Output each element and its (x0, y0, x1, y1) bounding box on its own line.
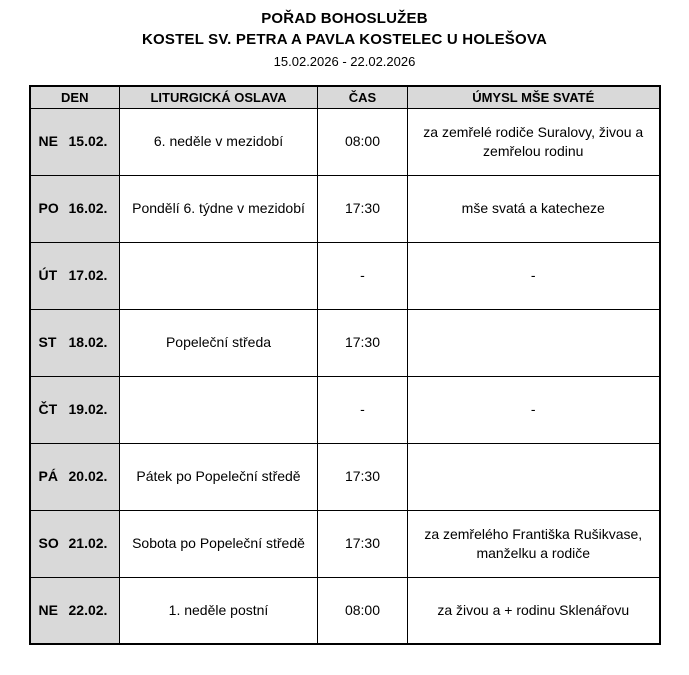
celebration-cell: 1. neděle postní (120, 577, 318, 644)
intention-cell: za zemřelé rodiče Suralovy, živou a zemřelou rodinu (408, 108, 660, 175)
time-cell: 17:30 (318, 175, 408, 242)
day-abbreviation: NE (38, 601, 58, 618)
date-range: 15.02.2026 - 22.02.2026 (273, 54, 416, 69)
celebration-cell: Pátek po Popeleční středě (120, 443, 318, 510)
day-date: 20.02. (68, 468, 108, 485)
day-cell (30, 443, 120, 510)
time-cell: - (318, 242, 408, 309)
column-header-celebration: LITURGICKÁ OSLAVA (120, 86, 318, 108)
time-cell: 17:30 (318, 309, 408, 376)
day-date: 15.02. (68, 133, 108, 150)
table-row (30, 443, 660, 510)
day-cell (30, 376, 120, 443)
day-cell (30, 108, 120, 175)
intention-cell: - (408, 242, 660, 309)
church-name: KOSTEL SV. PETRA A PAVLA KOSTELEC U HOLEŠOVA (142, 31, 547, 48)
day-date: 17.02. (68, 267, 108, 284)
day-cell (30, 309, 120, 376)
column-header-day: DEN (30, 86, 120, 108)
time-cell: 08:00 (318, 577, 408, 644)
intention-cell: za živou a + rodinu Sklenářovu (408, 577, 660, 644)
celebration-cell (120, 242, 318, 309)
day-cell (30, 175, 120, 242)
day-cell (30, 242, 120, 309)
day-abbreviation: ČT (38, 401, 58, 418)
day-abbreviation: NE (38, 133, 58, 150)
day-cell (30, 577, 120, 644)
day-abbreviation: PO (38, 200, 59, 217)
table-row (30, 175, 660, 242)
table-row (30, 309, 660, 376)
header-row (30, 86, 660, 108)
time-cell: 08:00 (318, 108, 408, 175)
intention-cell: mše svatá a katecheze (408, 175, 660, 242)
day-abbreviation: ÚT (38, 267, 58, 284)
day-cell (30, 510, 120, 577)
column-header-time: ČAS (318, 86, 408, 108)
celebration-cell (120, 376, 318, 443)
day-date: 22.02. (68, 601, 108, 618)
celebration-cell: Popeleční středa (120, 309, 318, 376)
day-abbreviation: PÁ (38, 468, 58, 485)
intention-cell: za zemřelého Františka Rušikvase, manželku a rodiče (408, 510, 660, 577)
day-abbreviation: ST (38, 334, 57, 351)
celebration-cell: Sobota po Popeleční středě (120, 510, 318, 577)
intention-cell (408, 443, 660, 510)
celebration-cell: Pondělí 6. týdne v mezidobí (120, 175, 318, 242)
table-row (30, 242, 660, 309)
day-date: 18.02. (68, 334, 108, 351)
table-row (30, 108, 660, 175)
page-title: POŘAD BOHOSLUŽEB (261, 10, 428, 27)
day-date: 19.02. (68, 401, 108, 418)
table-row (30, 577, 660, 644)
intention-cell (408, 309, 660, 376)
schedule-table (29, 85, 661, 645)
day-abbreviation: SO (38, 535, 59, 552)
time-cell: 17:30 (318, 443, 408, 510)
day-date: 21.02. (68, 535, 108, 552)
table-row (30, 376, 660, 443)
day-date: 16.02. (68, 200, 108, 217)
column-header-intention: ÚMYSL MŠE SVATÉ (408, 86, 660, 108)
intention-cell: - (408, 376, 660, 443)
document-header (0, 0, 689, 69)
celebration-cell: 6. neděle v mezidobí (120, 108, 318, 175)
time-cell: 17:30 (318, 510, 408, 577)
time-cell: - (318, 376, 408, 443)
table-row (30, 510, 660, 577)
